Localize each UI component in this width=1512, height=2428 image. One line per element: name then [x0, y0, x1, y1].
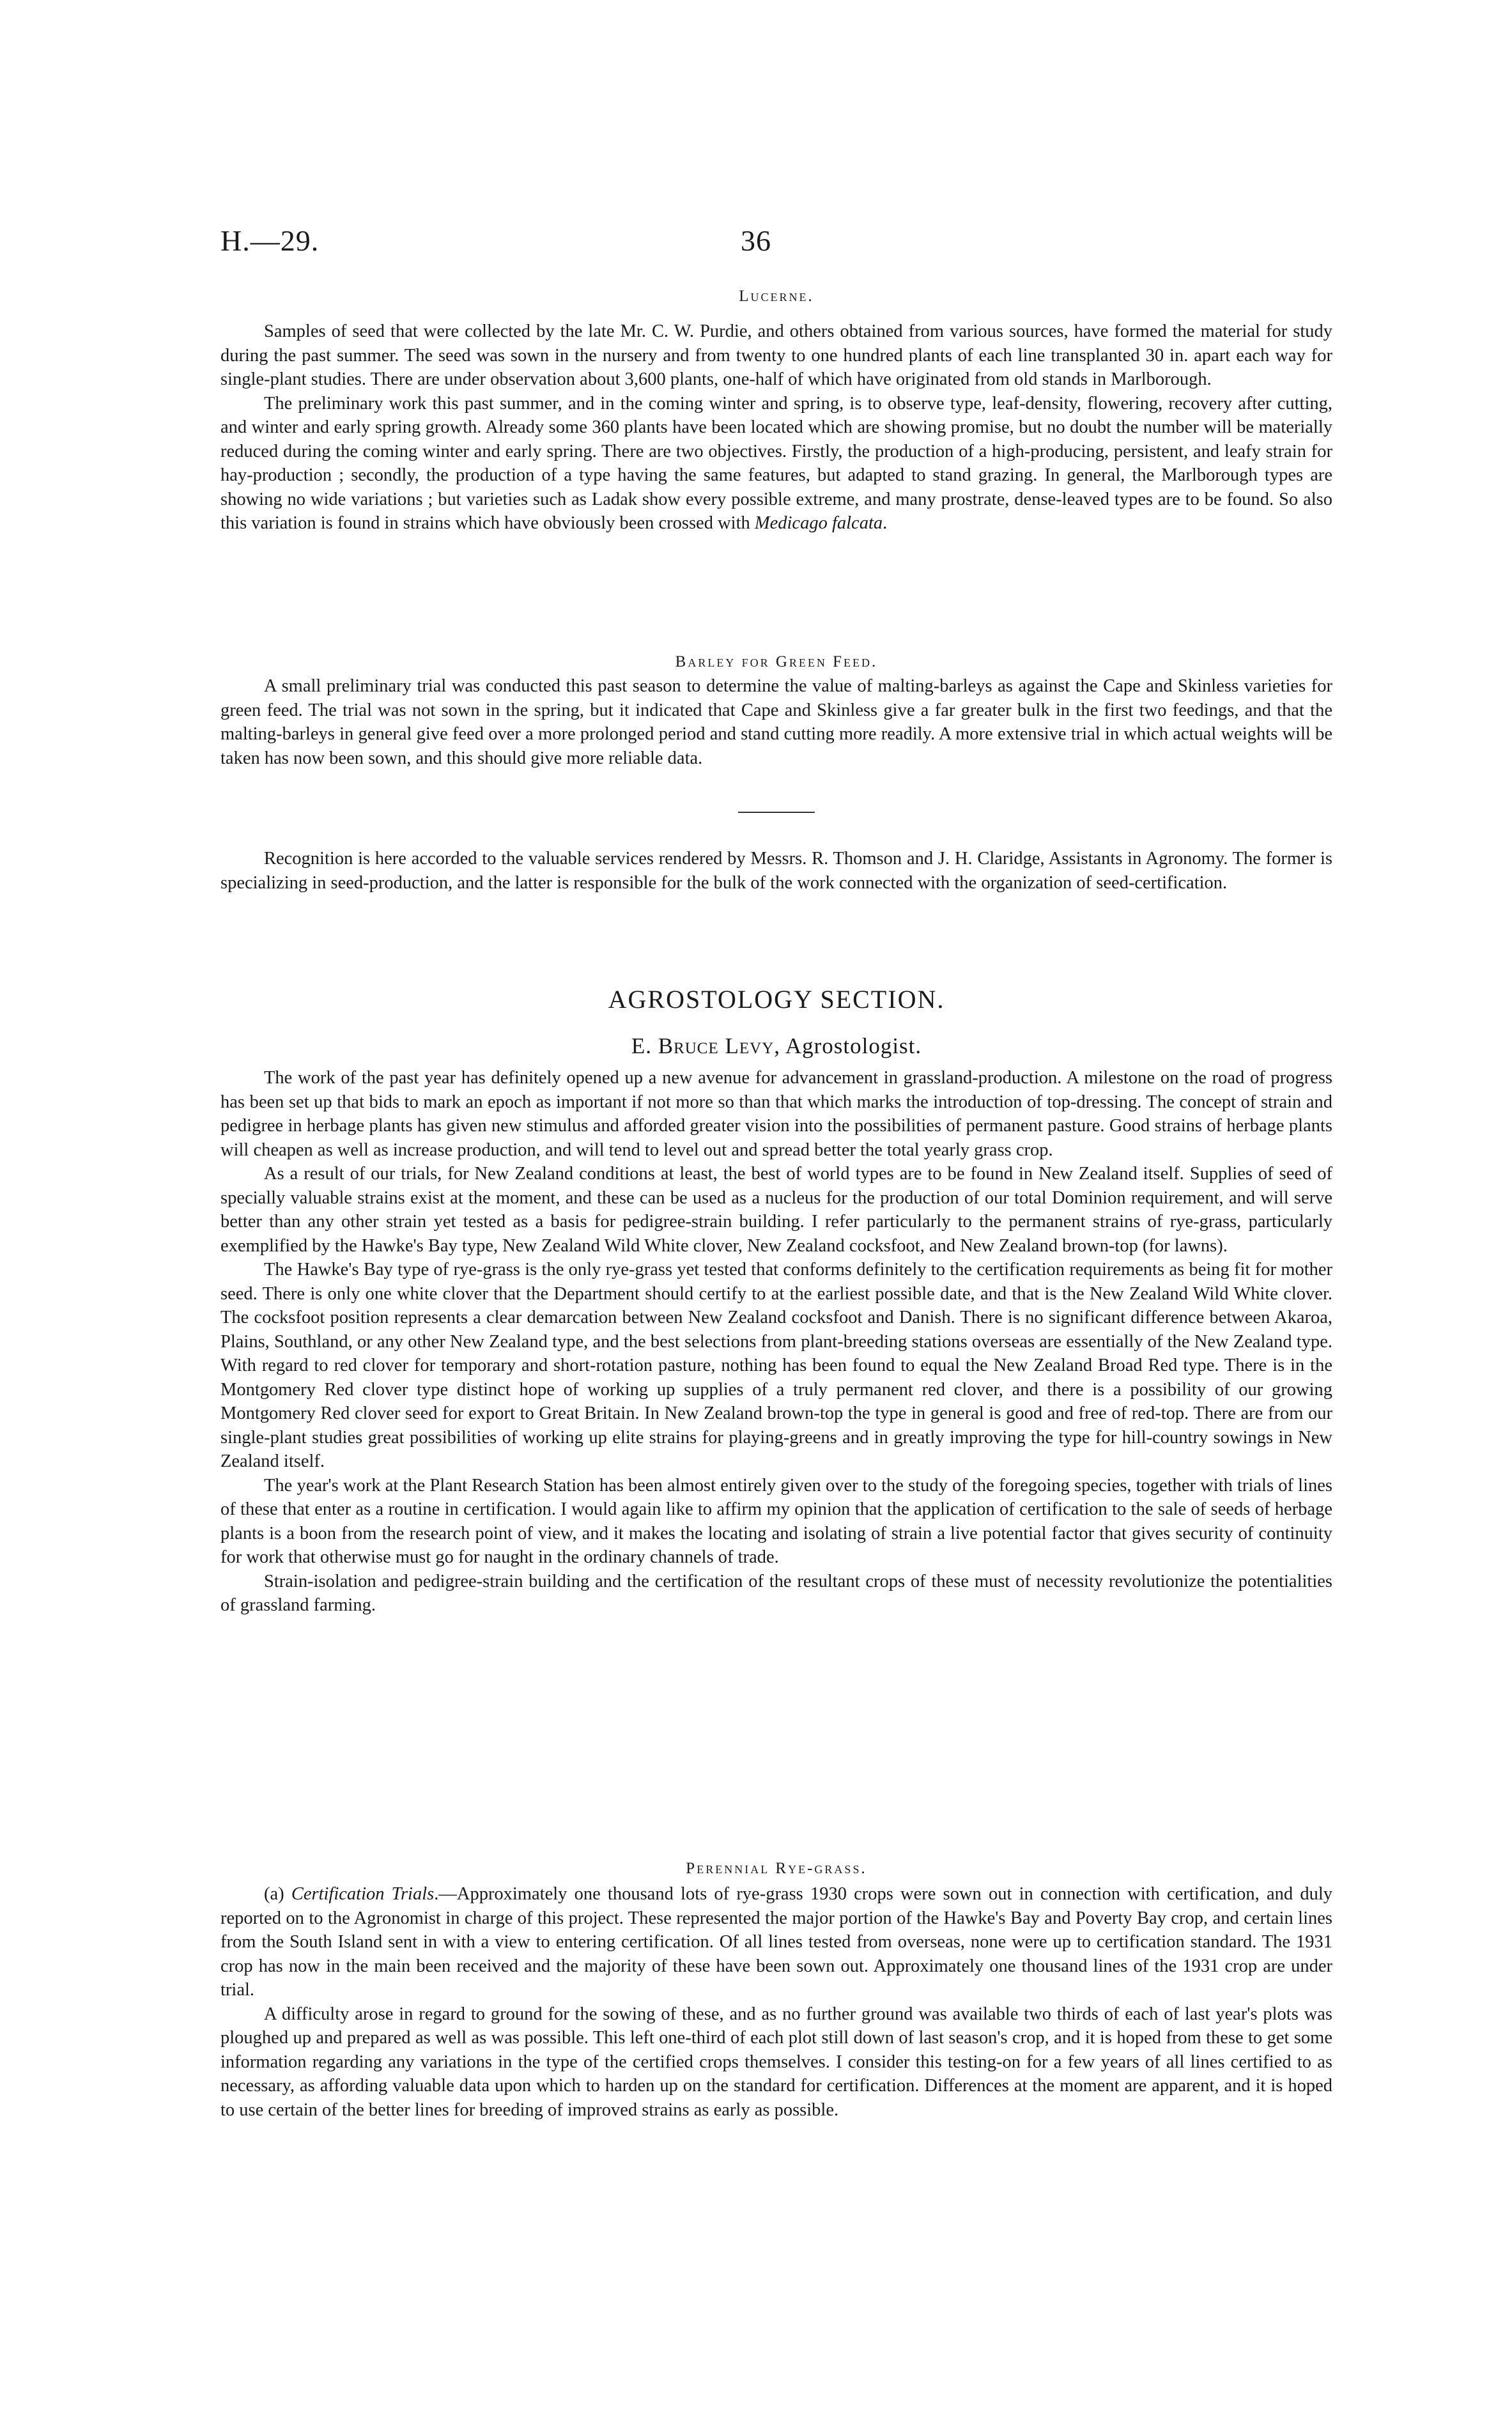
recognition-body — [220, 847, 1332, 895]
recognition-paragraph: Recognition is here accorded to the valuable services rendered by Messrs. R. Thomson and J. H. Claridge, Assistants in Agronomy. The former is specializing in seed-production, and the latter is responsible for the bulk of the work connected with the organization of seed-certification. — [220, 849, 1332, 893]
agrostology-paragraph-5: Strain-isolation and pedigree-strain building and the certification of the resultant crops of these must of necessity revolutionize the potentialities of grassland farming. — [220, 1571, 1332, 1615]
perennial-paragraph-2: A difficulty arose in regard to ground for the sowing of these, and as no further ground was available two thirds of each of last year's plots was ploughed up and prepared as well as was possible. This left one-third of each plot still down of last season's crop, and it is hoped from these to get some information regarding any variations in the type of the certified crops themselves. I consider this testing-on for a few years of all lines certified to as necessary, as affording valuable data upon which to harden up on the standard for certification. Differences at the moment are apparent, and it is hoped to use certain of the better lines for breeding of improved strains as early as possible. — [220, 2004, 1332, 2120]
perennial-section — [220, 1860, 1332, 1878]
lucerne-paragraph-2 — [220, 392, 1332, 536]
perennial-paragraph-1-text: .—Approximately one thousand lots of rye-grass 1930 crops were sown out in connection with certification, and duly reported on to the Agronomist in charge of this project. These represented the major portion of the Hawke's Bay and Poverty Bay crop, and certain lines from the South Island sent in with a view to entering certification. Of all lines tested from overseas, none were up to certification standard. The 1931 crop has now in the main been received and the majority of these have been sown out. Approximately one thousand lines of the 1931 crop are under trial. — [220, 1884, 1333, 2000]
document-code: H.—29. — [220, 224, 320, 257]
section-divider — [220, 812, 1332, 813]
barley-section — [220, 653, 1332, 671]
lucerne-paragraph-1: Samples of seed that were collected by the late Mr. C. W. Purdie, and others obtained from various sources, have formed the material for study during the past summer. The seed was sown in the nursery and from twenty to one hundred plants of each line transplanted 30 in. apart each way for single-plant studies. There are under observation about 3,600 plants, one-half of which have originated from old stands in Marlborough. — [220, 321, 1332, 389]
agrostology-heading: AGROSTOLOGY SECTION. — [608, 985, 945, 1014]
lucerne-species-name: Medicago falcata — [754, 513, 883, 533]
agrostology-paragraph-2: As a result of our trials, for New Zealand conditions at least, the best of world types are to be found in New Zealand itself. Supplies of seed of specially valuable strains exist at the moment, and these can be used as a nucleus for the production of our total Dominion requirement, and will serve better than any other strain yet tested as a basis for pedigree-strain building. I refer particularly to the permanent strains of rye-grass, particularly exemplified by the Hawke's Bay type, New Zealand Wild White clover, New Zealand cocksfoot, and New Zealand brown-top (for lawns). — [220, 1164, 1332, 1256]
author-name: Bruce Levy — [658, 1033, 775, 1058]
barley-paragraph-1: A small preliminary trial was conducted this past season to determine the value of malting-barleys as against the Cape and Skinless varieties for green feed. The trial was not sown in the spring, but it indicated that Cape and Skinless give a far greater bulk in the first two feedings, and that the malting-barleys in general give feed over a more prolonged period and stand cutting more readily. A more extensive trial in which actual weights will be taken has now been sown, and this should give more reliable data. — [220, 676, 1332, 768]
lucerne-paragraph-2-text: The preliminary work this past summer, and in the coming winter and spring, is to observe type, leaf-density, flowering, recovery after cutting, and winter and early spring growth. Already some 360 plants have been located which are showing promise, but no doubt the number will be materially reduced during the coming winter and early spring. There are two objectives. Firstly, the production of a high-producing, persistent, and leafy strain for hay-production ; secondly, the production of a type having the same features, but adapted to stand grazing. In general, the Marlborough types are showing no wide variations ; but varieties such as Ladak show every possible extreme, and many prostrate, dense-leaved types are to be found. So also this variation is found in strains which have obviously been crossed with — [220, 393, 1332, 533]
perennial-heading: Perennial Rye-grass. — [686, 1860, 867, 1877]
perennial-item-label: (a) — [264, 1884, 291, 1904]
agrostology-header — [220, 984, 1332, 1014]
author-title: , Agrostologist. — [774, 1033, 922, 1058]
agrostology-paragraph-4: The year's work at the Plant Research Station has been almost entirely given over to the study of the foregoing species, together with trials of lines of these that enter as a routine in certification. I would again like to affirm my opinion that the application of certification to the sale of seeds of herbage plants is a boon from the research point of view, and it makes the locating and isolating of strain a live potential factor that gives security of continuity for work that otherwise must go for naught in the ordinary channels of trade. — [220, 1475, 1332, 1567]
barley-body — [220, 674, 1332, 770]
barley-heading: Barley for Green Feed. — [675, 653, 878, 670]
lucerne-paragraph-2-end: . — [883, 513, 888, 533]
agrostology-paragraph-3: The Hawke's Bay type of rye-grass is the only rye-grass yet tested that conforms definitely to the certification requirements as being fit for mother seed. There is only one white clover that the Department should certify to at the earliest possible date, and that is the New Zealand Wild White clover. The cocksfoot position represents a clear demarcation between New Zealand cocksfoot and Danish. There is no significant difference between Akaroa, Plains, Southland, or any other New Zealand type, and the best selections from plant-breeding stations overseas are essentially of the New Zealand type. With regard to red clover for temporary and short-rotation pasture, nothing has been found to equal the New Zealand Broad Red type. There is in the Montgomery Red clover type distinct hope of working up supplies of a truly permanent red clover, and there is a possibility of our growing Montgomery Red clover seed for export to Great Britain. In New Zealand brown-top the type in general is good and free of red-top. There are from our single-plant studies great possibilities of working up elite strains for playing-greens and in greatly improving the type for hill-country sowings in New Zealand itself. — [220, 1260, 1332, 1471]
perennial-body — [220, 1882, 1332, 2122]
page-number: 36 — [741, 224, 771, 257]
agrostology-author-line — [220, 1033, 1332, 1059]
author-line — [220, 1033, 1332, 1059]
agrostology-body — [220, 1066, 1332, 1618]
perennial-paragraph-1 — [220, 1882, 1332, 2002]
lucerne-heading: Lucerne. — [739, 288, 814, 305]
author-initial: E. — [631, 1033, 658, 1058]
divider-rule — [738, 812, 815, 813]
lucerne-body — [220, 320, 1332, 536]
agrostology-paragraph-1: The work of the past year has definitely opened up a new avenue for advancement in grassland-production. A milestone on the road of progress has been set up that bids to mark an epoch as important if not more so than that which marks the introduction of top-dressing. The concept of strain and pedigree in herbage plants has given new stimulus and afforded greater vision into the possibilities of permanent pasture. Good strains of herbage plants will cheapen as well as increase production, and will tend to level out and spread better the total yearly grass crop. — [220, 1068, 1332, 1160]
lucerne-section — [220, 288, 1332, 305]
perennial-item-title: Certification Trials — [291, 1884, 435, 1904]
